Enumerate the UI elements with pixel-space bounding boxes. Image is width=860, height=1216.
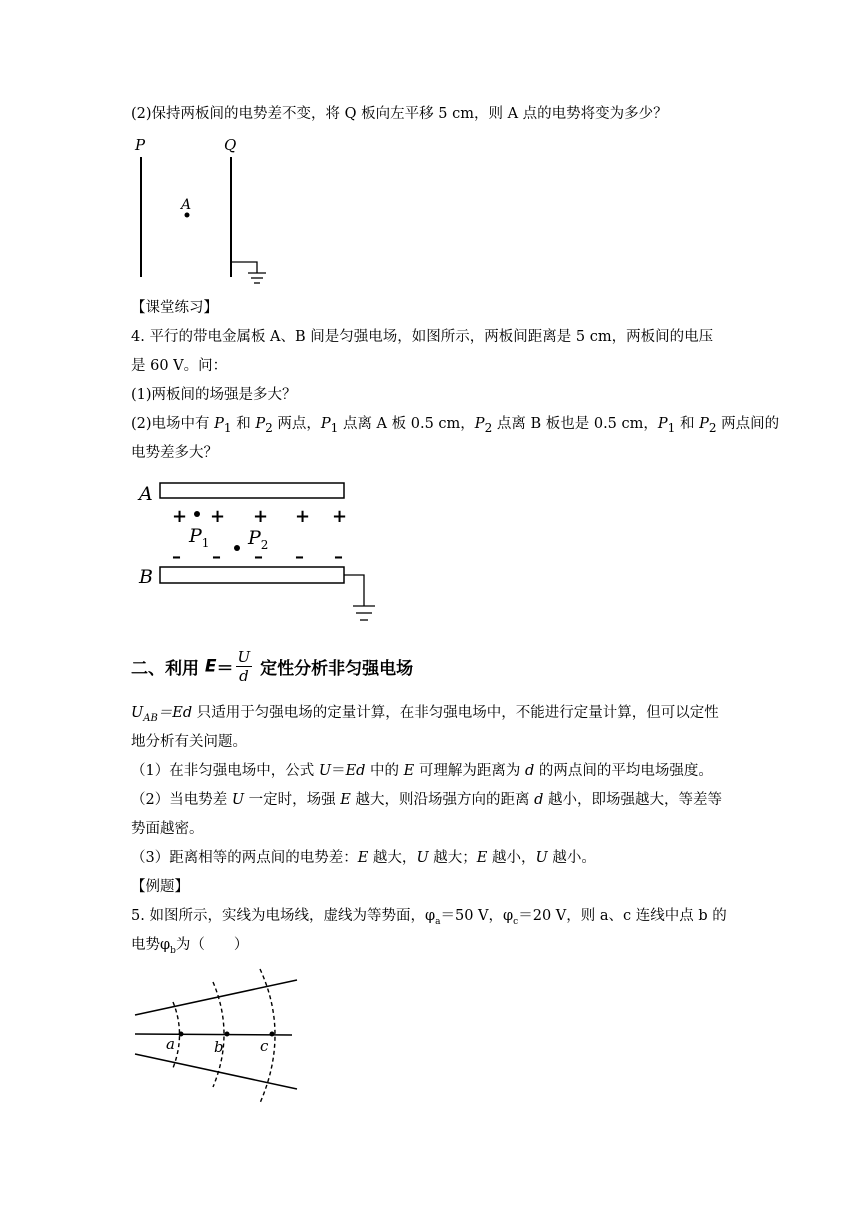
label-b: b [214,1038,224,1056]
minus-3: – [254,546,263,567]
plus-3: + [253,506,269,527]
label-a: A [181,197,192,213]
body-intro-line1: $U_{AB}=Ed$ 只适用于匀强电场的定量计算，在非匀强电场中，不能进行定量计算，但可以定性 [131,705,719,724]
plate-a [160,483,344,498]
label-p2: $P_2$ [248,527,269,552]
label-q: Q [224,136,237,154]
label-plate-a: A [139,483,153,505]
minus-5: – [334,546,343,567]
q5-line2: 电势$\varphi_b$为（ ） [131,937,249,956]
body-intro-line2: 地分析有关问题。 [131,734,247,750]
label-p1: $P_1$ [189,525,210,550]
label-c: c [260,1037,269,1055]
q4-part1: (1)两板间的场强是多大？ [131,387,297,403]
plus-4: + [295,506,311,527]
body-point1: （1）在非匀强电场中，公式 U＝Ed 中的 E 可理解为距离为 d 的两点间的平均电场强度。 [131,763,713,779]
body-point2-line2: 势面越密。 [131,821,204,837]
section-example: 【例题】 [131,879,189,895]
figure-plates-pq [125,132,285,292]
q4-line-last: 电势差多大？ [131,445,218,461]
minus-2: – [212,546,221,567]
plus-5: + [332,506,348,527]
section2-heading: 二、利用 E＝ $\frac{U}{d}$ 定性分析非匀强电场 [131,648,414,685]
q4-part2: (2)电场中有 $P_1$ 和 $P_2$ 两点，$P_1$ 点离 A 板 0.5 cm，$P_2$ 点离 B 板也是 0.5 cm，$P_1$ 和 $P_2$ 两点间的 [131,416,780,435]
field-line-middle [135,1034,292,1035]
plus-2: + [210,506,226,527]
label-p: P [135,136,146,154]
q4-part2-previous: (2)保持两板间的电势差不变，将 Q 板向左平移 5 cm，则 A 点的电势将变为多少？ [131,106,668,122]
q4-line1: 4. 平行的带电金属板 A、B 间是匀强电场，如图所示，两板间距离是 5 cm，两板间的电压 [131,329,714,345]
point-c [270,1032,275,1037]
point-b [225,1032,230,1037]
ground-wire-b [344,575,364,606]
body-point2-line1: （2）当电势差 U 一定时，场强 E 越大，则沿场强方向的距离 d 越小，即场强越大，等差等 [131,792,723,808]
minus-4: – [295,546,304,567]
point-a [179,1032,184,1037]
point-p2 [234,545,240,551]
q5-line1: 5. 如图所示，实线为电场线，虚线为等势面，$\varphi_a=50$ V，$\varphi_c=20$ V，则 a、c 连线中点 b 的 [131,908,727,927]
ground-wire [231,262,257,273]
body-point3: （3）距离相等的两点间的电势差：E 越大，U 越大；E 越小，U 越小。 [131,850,596,866]
label-plate-b: B [139,566,153,588]
label-a: a [166,1035,175,1053]
plate-b [160,567,344,583]
minus-1: – [172,546,181,567]
section-classwork: 【课堂练习】 [131,300,218,316]
fraction-u-over-d: $\frac{U}{d}$ [237,648,251,685]
point-a [185,213,190,218]
point-p1 [194,511,200,517]
plus-1: + [172,506,188,527]
figure-field-lines [130,965,305,1105]
figure-plates-ab [135,476,395,626]
q4-line2: 是 60 V。问： [131,358,228,374]
